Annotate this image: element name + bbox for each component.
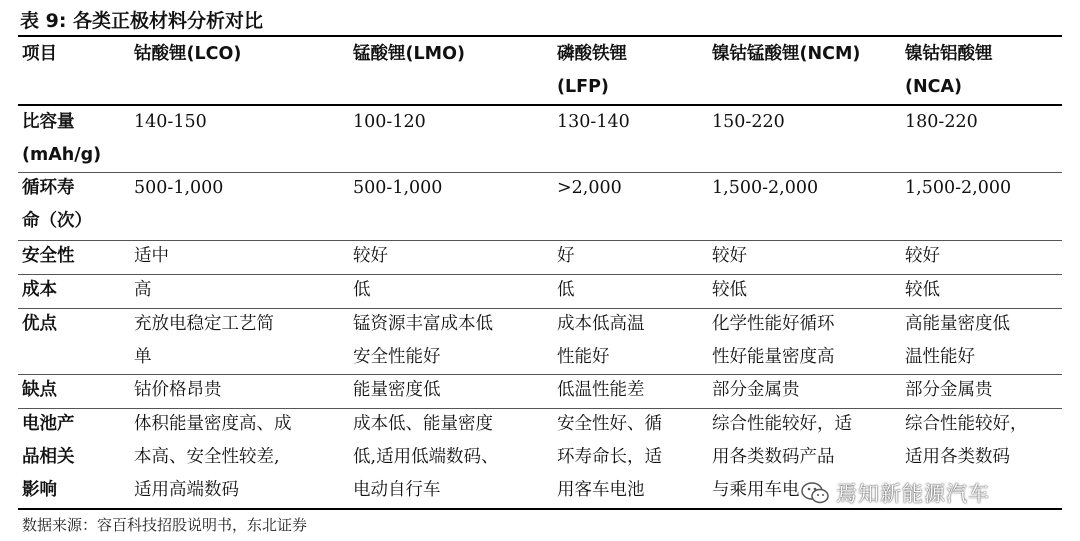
table-cell [712, 106, 785, 139]
table-cell [557, 308, 645, 374]
cell-line: 适中 [134, 246, 169, 266]
cell-line: 钴酸锂(LCO) [134, 44, 242, 64]
cell-line: 单 [134, 347, 152, 367]
cell-line: (NCA) [905, 77, 963, 97]
cell-line: 较低 [905, 280, 940, 300]
table-cell [905, 374, 993, 407]
column-header [557, 38, 627, 104]
cell-line: 温性能好 [905, 347, 975, 367]
cell-line: 镍钴铝酸锂 [905, 44, 993, 64]
table-cell [353, 408, 499, 507]
cell-line: 好 [557, 246, 575, 266]
cell-line: 部分金属贵 [712, 380, 800, 400]
table-cell [353, 106, 426, 139]
cell-line: 较好 [353, 246, 388, 266]
column-header [905, 38, 993, 104]
cell-line: 低温性能差 [557, 380, 645, 400]
cell-line: 体积能量密度高、成 [134, 414, 292, 434]
cell-line: 低,适用低端数码、 [353, 447, 499, 467]
table-cell [557, 374, 645, 407]
cell-line: 影响 [22, 480, 57, 500]
cell-line: 化学性能好循环 [712, 314, 835, 334]
cell-line: 钴价格昂贵 [134, 380, 222, 400]
cell-line: 500-1,000 [353, 178, 443, 198]
watermark-text: 焉知新能源汽车 [836, 482, 990, 506]
cell-line: 适用各类数码 [905, 447, 1010, 467]
table-cell [134, 240, 169, 273]
column-header [22, 38, 57, 71]
table-cell [353, 308, 493, 374]
cell-line: 项目 [22, 44, 57, 64]
cell-line: 品相关 [22, 447, 75, 467]
cell-line: 环寿命长，适 [557, 447, 662, 467]
table-cell [905, 240, 940, 273]
cell-line: 与乘用车电 [712, 480, 800, 500]
table-cell [134, 374, 222, 407]
cell-line: 磷酸铁锂 [557, 44, 627, 64]
table-cell [905, 106, 978, 139]
wechat-icon [800, 481, 830, 505]
cell-line: 综合性能较好， [905, 414, 1028, 434]
cell-line: 循环寿 [22, 178, 75, 198]
table-cell [353, 172, 442, 205]
cell-line: 140-150 [134, 112, 207, 132]
cell-line: 安全性 [22, 246, 75, 266]
table-cell [353, 274, 371, 307]
cell-line: 性好能量密度高 [712, 347, 835, 367]
table-cell [712, 274, 747, 307]
cell-line: 成本 [22, 280, 57, 300]
table-cell [134, 308, 274, 374]
table-cell [557, 172, 622, 205]
cell-line: 100-120 [353, 112, 426, 132]
cell-line: 低 [557, 280, 575, 300]
table-title: 表 9: 各类正极材料分析对比 [20, 10, 264, 32]
cell-line: 充放电稳定工艺简 [134, 314, 274, 334]
cell-line: 较好 [905, 246, 940, 266]
cell-line: 高能量密度低 [905, 314, 1010, 334]
cell-line: 用各类数码产品 [712, 447, 835, 467]
table-cell [557, 408, 662, 507]
cell-line: 电池产 [22, 414, 75, 434]
cell-line: 命（次） [22, 211, 92, 231]
row-label [22, 374, 57, 407]
cell-line: 电动自行车 [353, 480, 441, 500]
column-header [712, 38, 860, 71]
column-header [134, 38, 241, 71]
table-cell [134, 408, 292, 507]
column-header [353, 38, 465, 71]
cell-line: >2,000 [557, 178, 622, 198]
cell-line: 本高、安全性较差, [134, 447, 280, 467]
table-cell [905, 408, 1028, 474]
table-cell [134, 172, 223, 205]
cell-line: (LFP) [557, 77, 609, 97]
data-source: 数据来源：容百科技招股说明书，东北证券 [22, 516, 308, 534]
table-cell [134, 106, 207, 139]
cell-line: 部分金属贵 [905, 380, 993, 400]
cell-line: 1,500-2,000 [905, 178, 1012, 198]
cell-line: 低 [353, 280, 371, 300]
cell-line: 镍钴锰酸锂(NCM) [712, 44, 861, 64]
table-cell [353, 240, 388, 273]
row-label [22, 408, 75, 507]
cell-line: 用客车电池 [557, 480, 645, 500]
table-cell [905, 172, 1011, 205]
table-cell [905, 274, 940, 307]
cell-line: 130-140 [557, 112, 630, 132]
cell-line: 性能好 [557, 347, 610, 367]
table-cell [557, 240, 575, 273]
table-cell [134, 274, 152, 307]
cell-line: 能量密度低 [353, 380, 441, 400]
table-cell [712, 172, 818, 205]
cell-line: 锰资源丰富成本低 [353, 314, 493, 334]
row-label [22, 240, 75, 273]
cell-line: 缺点 [22, 380, 57, 400]
table-cell [905, 308, 1010, 374]
table-rule [18, 35, 1062, 37]
cell-line: 较好 [712, 246, 747, 266]
row-label [22, 172, 92, 238]
table-cell [353, 374, 441, 407]
cell-line: 安全性好、循 [557, 414, 662, 434]
cell-line: (mAh/g) [22, 145, 102, 165]
watermark [800, 478, 1060, 508]
cell-line: 成本低、能量密度 [353, 414, 493, 434]
cell-line: 比容量 [22, 112, 75, 132]
cell-line: 150-220 [712, 112, 785, 132]
row-label [22, 308, 57, 341]
cell-line: 高 [134, 280, 152, 300]
table-cell [712, 374, 800, 407]
cell-line: 较低 [712, 280, 747, 300]
table-cell [712, 308, 835, 374]
cell-line: 180-220 [905, 112, 978, 132]
table-cell [557, 274, 575, 307]
cell-line: 安全性能好 [353, 347, 441, 367]
cell-line: 综合性能较好，适 [712, 414, 852, 434]
cell-line: 500-1,000 [134, 178, 224, 198]
table-rule [18, 508, 1062, 510]
cell-line: 锰酸锂(LMO) [353, 44, 465, 64]
cell-line: 适用高端数码 [134, 480, 239, 500]
row-label [22, 274, 57, 307]
cell-line: 成本低高温 [557, 314, 645, 334]
cell-line: 1,500-2,000 [712, 178, 819, 198]
table-cell [712, 240, 747, 273]
row-label [22, 106, 101, 172]
table-cell [557, 106, 630, 139]
cell-line: 优点 [22, 314, 57, 334]
